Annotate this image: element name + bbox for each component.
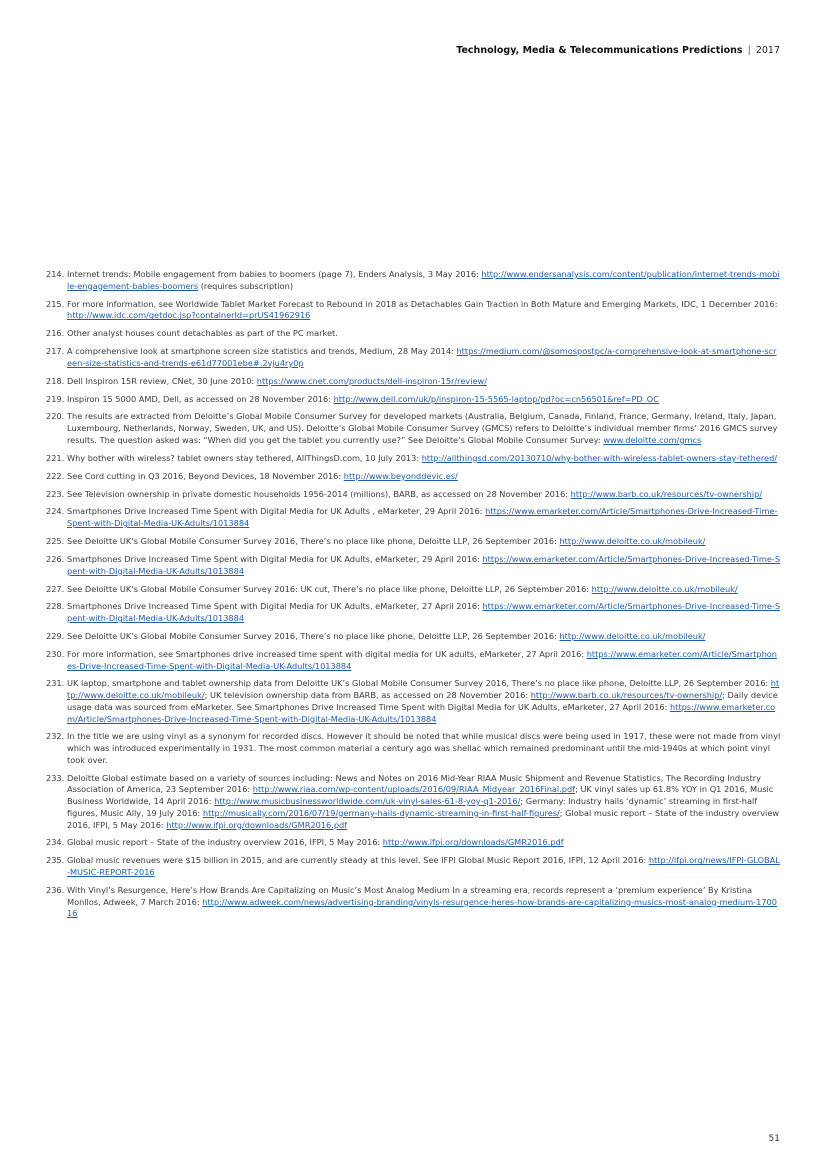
endnote-number: 233. — [46, 772, 65, 783]
running-header — [456, 45, 780, 56]
endnote-text: Smartphones Drive Increased Time Spent with Digital Media for UK Adults, eMarketer, 27 April 2016: — [67, 601, 483, 612]
endnote-text: ; UK television ownership data from BARB, as accessed on 28 November 2016: — [204, 690, 531, 701]
endnote-number: 219. — [46, 393, 65, 404]
endnote-text: Dell Inspiron 15R review, CNet, 30 June 2010: — [67, 375, 257, 386]
endnote-number: 231. — [46, 678, 65, 689]
endnote-body — [67, 411, 777, 444]
endnote-item — [46, 536, 781, 548]
endnote-text: See Deloitte UK’s Global Mobile Consumer Survey 2016: UK cut, There’s no place like phone, Deloitte LLP, 26 September 2016: — [67, 583, 592, 594]
endnote-item — [46, 376, 781, 388]
endnote-number: 234. — [46, 837, 65, 848]
endnote-text: Global music revenues were $15 billion in 2015, and are currently steady at this level. See IFPI Global Music Report 2016, IFPI, 12 April 2016: — [67, 855, 649, 866]
endnote-body — [67, 506, 777, 528]
endnote-link[interactable]: http://www.idc.com/getdoc.jsp?containerId=prUS41962916 — [67, 310, 311, 321]
endnote-item — [46, 678, 781, 725]
endnote-item — [46, 584, 781, 596]
endnote-item — [46, 773, 781, 832]
endnote-text: Deloitte Global estimate based on a variety of sources including: News and Notes on 2016 Mid-Year RIAA Music Shipment and Revenue Statistics, The Recording Industry Association of America, 23 September 2016: — [67, 772, 761, 795]
endnote-link[interactable]: https://www.cnet.com/products/dell-inspiron-15r/review/ — [256, 375, 488, 386]
endnote-text: Inspiron 15 5000 AMD, Dell, as accessed on 28 November 2016: — [67, 393, 334, 404]
endnote-item — [46, 837, 781, 849]
endnote-number: 222. — [46, 470, 65, 481]
endnote-body — [67, 269, 780, 291]
endnote-item — [46, 489, 781, 501]
endnote-text: UK laptop, smartphone and tablet ownership data from Deloitte UK’s Global Mobile Consumer Survey 2016, There’s no place like phone, Deloitte LLP, 26 September 2016: — [67, 678, 771, 689]
endnote-number: 218. — [46, 375, 65, 386]
endnote-text: (requires subscription) — [198, 280, 294, 291]
endnote-link[interactable]: http://www.ifpi.org/downloads/GMR2016.pdf — [382, 837, 564, 848]
endnote-link[interactable]: http://www.deloitte.co.uk/mobileuk/ — [67, 678, 780, 701]
endnote-text: Global music report – State of the industry overview 2016, IFPI, 5 May 2016: — [67, 837, 383, 848]
endnote-number: 225. — [46, 536, 65, 547]
endnote-body — [67, 554, 780, 576]
endnote-link[interactable]: http://ifpi.org/news/IFPI-GLOBAL-MUSIC-REPORT-2016 — [67, 855, 780, 878]
endnotes-list — [46, 269, 781, 926]
endnote-number: 235. — [46, 855, 65, 866]
endnote-link[interactable]: http://www.dell.com/uk/p/inspiron-15-5565-laptop/pd?oc=cn56501&ref=PD_OC — [333, 393, 659, 404]
endnote-text: See Cord cutting in Q3 2016, Beyond Devices, 18 November 2016: — [67, 470, 344, 481]
endnote-item — [46, 394, 781, 406]
endnote-number: 224. — [46, 506, 65, 517]
endnote-number: 229. — [46, 630, 65, 641]
endnote-number: 228. — [46, 601, 65, 612]
endnote-text: See Television ownership in private domestic households 1956-2014 (millions), BARB, as accessed on 28 November 2016: — [67, 488, 571, 499]
endnote-item — [46, 601, 781, 624]
endnote-number: 230. — [46, 648, 65, 659]
endnote-link[interactable]: http://www.deloitte.co.uk/mobileuk/ — [591, 583, 738, 594]
endnote-link[interactable]: http://www.deloitte.co.uk/mobileuk/ — [559, 630, 706, 641]
endnote-item — [46, 506, 781, 529]
endnote-body — [67, 584, 738, 594]
endnote-item — [46, 471, 781, 483]
endnote-link[interactable]: https://medium.com/@somospostpc/a-comprehensive-look-at-smartphone-screen-size-statistics-and-trends-e61d77001ebe#.2vju4ry0p — [67, 346, 777, 368]
endnote-number: 221. — [46, 452, 65, 463]
endnote-number: 226. — [46, 553, 65, 564]
endnote-number: 214. — [46, 269, 65, 279]
endnote-text: For more information, see Smartphones drive increased time spent with digital media for UK adults, eMarketer, 27 April 2016: — [67, 648, 587, 659]
endnote-link[interactable]: http://www.adweek.com/news/advertising-branding/vinyls-resurgence-heres-how-brands-are-capitalizing-musics-most-analog-medium-170016 — [67, 896, 777, 919]
endnote-text: A comprehensive look at smartphone screen size statistics and trends, Medium, 28 May 2014: — [67, 346, 457, 357]
endnote-link[interactable]: http://www.barb.co.uk/resources/tv-ownership/ — [570, 488, 763, 499]
endnote-link[interactable]: https://www.emarketer.com/Article/Smartphones-Drive-Increased-Time-Spent-with-Digital-Media-UK-Adults/1013884 — [67, 506, 778, 529]
endnote-text: In the title we are using vinyl as a synonym for recorded discs. However it should be noted that while musical discs were being used in 1917, these were not made from vinyl which was introduced experimentally in 1931. The most common material a century ago was shellac which remained predominant until the mid-1940s at which point vinyl took over. — [67, 731, 781, 765]
endnote-body — [67, 394, 659, 404]
endnote-text: See Deloitte UK’s Global Mobile Consumer Survey 2016, There’s no place like phone, Deloitte LLP, 26 September 2016: — [67, 630, 560, 641]
endnote-link[interactable]: https://www.emarketer.com/Article/Smartphones-Drive-Increased-Time-Spent-with-Digital-Media-UK-Adults/1013884 — [67, 648, 777, 671]
endnote-link[interactable]: http://www.musicbusinessworldwide.com/uk-vinyl-sales-61-8-yoy-q1-2016/ — [214, 796, 521, 807]
endnote-link[interactable]: https://www.emarketer.com/Article/Smartphones-Drive-Increased-Time-Spent-with-Digital-Media-UK-Adults/1013884 — [67, 701, 776, 724]
page-number: 51 — [768, 1134, 780, 1144]
endnote-link[interactable]: http://www.ifpi.org/downloads/GMR2016.pdf — [166, 819, 348, 830]
header-separator: | — [747, 45, 751, 56]
endnote-body — [67, 536, 705, 546]
endnote-item — [46, 453, 781, 465]
endnote-link[interactable]: http://www.riaa.com/wp-content/uploads/2016/09/RIAA_Midyear_2016Final.pdf — [252, 784, 576, 795]
endnote-body — [67, 299, 777, 321]
endnote-link[interactable]: http://www.beyonddevic.es/ — [343, 470, 458, 481]
endnote-body — [67, 773, 779, 830]
endnote-link[interactable]: www.deloitte.com/gmcs — [603, 434, 702, 445]
endnote-text: ; UK vinyl sales up 61.8% YOY in Q1 2016, Music Business Worldwide, 14 April 2016: — [67, 784, 774, 807]
endnote-item — [46, 299, 781, 322]
endnote-body — [67, 471, 458, 481]
endnote-item — [46, 649, 781, 672]
endnote-link[interactable]: http://www.deloitte.co.uk/mobileuk/ — [559, 536, 706, 547]
endnote-number: 227. — [46, 583, 65, 594]
endnote-body — [67, 376, 487, 386]
endnote-body — [67, 328, 338, 338]
endnote-number: 236. — [46, 884, 65, 895]
endnote-text: ; Daily device usage data was sourced from eMarketer. See Smartphones Drive Increased Time Spent with Digital Media for UK Adults, eMarketer, 27 April 2016: — [67, 690, 778, 712]
endnote-number: 216. — [46, 328, 65, 339]
endnote-body — [67, 731, 780, 764]
endnote-item — [46, 411, 781, 446]
endnote-link[interactable]: https://www.emarketer.com/Article/Smartphones-Drive-Increased-Time-Spent-with-Digital-Media-UK-Adults/1013884 — [67, 553, 781, 576]
report-year: 2017 — [755, 45, 780, 56]
endnote-text: With Vinyl’s Resurgence, Here’s How Brands Are Capitalizing on Music’s Most Analog Medium In a streaming era, records represent a ‘premium experience’ By Kristina Monllos, Adweek, 7 March 2016: — [67, 884, 753, 907]
endnote-text: Other analyst houses count detachables as part of the PC market. — [67, 328, 338, 339]
endnote-body — [67, 631, 705, 641]
endnote-item — [46, 631, 781, 643]
endnote-text: Why bother with wireless? tablet owners stay tethered, AllThingsD.com, 10 July 2013: — [67, 452, 422, 463]
endnote-text: The results are extracted from Deloitte’s Global Mobile Consumer Survey for developed markets (Australia, Belgium, Canada, Finland, France, Germany, Ireland, Italy, Japan, Luxembourg, Netherlands, Norway, Sweden, UK, and US). Deloitte’s Global Mobile Consumer Survey (GMCS) refers to Deloitte’s individual member firms’ 2016 GMCS survey results. The question asked was: “When did you get the tablet you currently use?” See Deloitte’s Global Mobile Consumer Survey: — [67, 411, 778, 445]
endnote-link[interactable]: https://www.emarketer.com/Article/Smartphones-Drive-Increased-Time-Spent-with-Digital-Media-UK-Adults/1013884 — [67, 601, 781, 624]
endnote-body — [67, 346, 777, 368]
endnote-link[interactable]: http://www.barb.co.uk/resources/tv-ownership/ — [530, 690, 723, 701]
endnote-body — [67, 601, 780, 623]
endnote-text: See Deloitte UK’s Global Mobile Consumer Survey 2016, There’s no place like phone, Deloitte LLP, 26 September 2016: — [67, 536, 560, 547]
endnote-link[interactable]: http://www.endersanalysis.com/content/publication/internet-trends-mobile-engagement-babies-boomers — [67, 269, 780, 291]
endnote-item — [46, 346, 781, 369]
report-title: Technology, Media & Telecommunications Predictions — [456, 45, 743, 56]
endnote-text: For more information, see Worldwide Tablet Market Forecast to Rebound in 2018 as Detachables Gain Traction in Both Mature and Emerging Markets, IDC, 1 December 2016: — [67, 298, 778, 309]
endnote-body — [67, 489, 762, 499]
endnote-text: Smartphones Drive Increased Time Spent with Digital Media for UK Adults, eMarketer, 29 April 2016: — [67, 553, 483, 564]
endnote-body — [67, 453, 777, 463]
endnote-item — [46, 731, 781, 766]
endnote-number: 223. — [46, 488, 65, 499]
endnote-body — [67, 837, 564, 847]
endnote-number: 215. — [46, 298, 65, 309]
endnote-text: ; Germany: Industry hails ‘dynamic’ streaming in first-half figures, Music Ally, 19 July 2016: — [67, 796, 758, 818]
endnote-item — [46, 269, 781, 292]
endnote-body — [67, 649, 777, 671]
endnote-item — [46, 885, 781, 920]
endnote-item — [46, 328, 781, 340]
endnote-body — [67, 885, 777, 918]
endnote-body — [67, 855, 780, 877]
endnote-number: 217. — [46, 346, 65, 357]
endnote-text: ; Global music report – State of the industry overview 2016, IFPI, 5 May 2016: — [67, 807, 780, 830]
endnote-text: Internet trends: Mobile engagement from babies to boomers (page 7), Enders Analysis, 3 May 2016: — [67, 269, 482, 279]
endnote-item — [46, 554, 781, 577]
endnote-number: 220. — [46, 411, 65, 422]
endnote-item — [46, 855, 781, 878]
endnote-number: 232. — [46, 731, 65, 742]
endnote-link[interactable]: http://musically.com/2016/07/19/germany-hails-dynamic-streaming-in-first-half-figures/ — [202, 807, 560, 818]
endnote-text: Smartphones Drive Increased Time Spent with Digital Media for UK Adults , eMarketer, 29 April 2016: — [67, 506, 486, 517]
endnote-body — [67, 678, 779, 723]
endnote-link[interactable]: http://allthingsd.com/20130710/why-bother-with-wireless-tablet-owners-stay-tethered/ — [421, 452, 778, 463]
